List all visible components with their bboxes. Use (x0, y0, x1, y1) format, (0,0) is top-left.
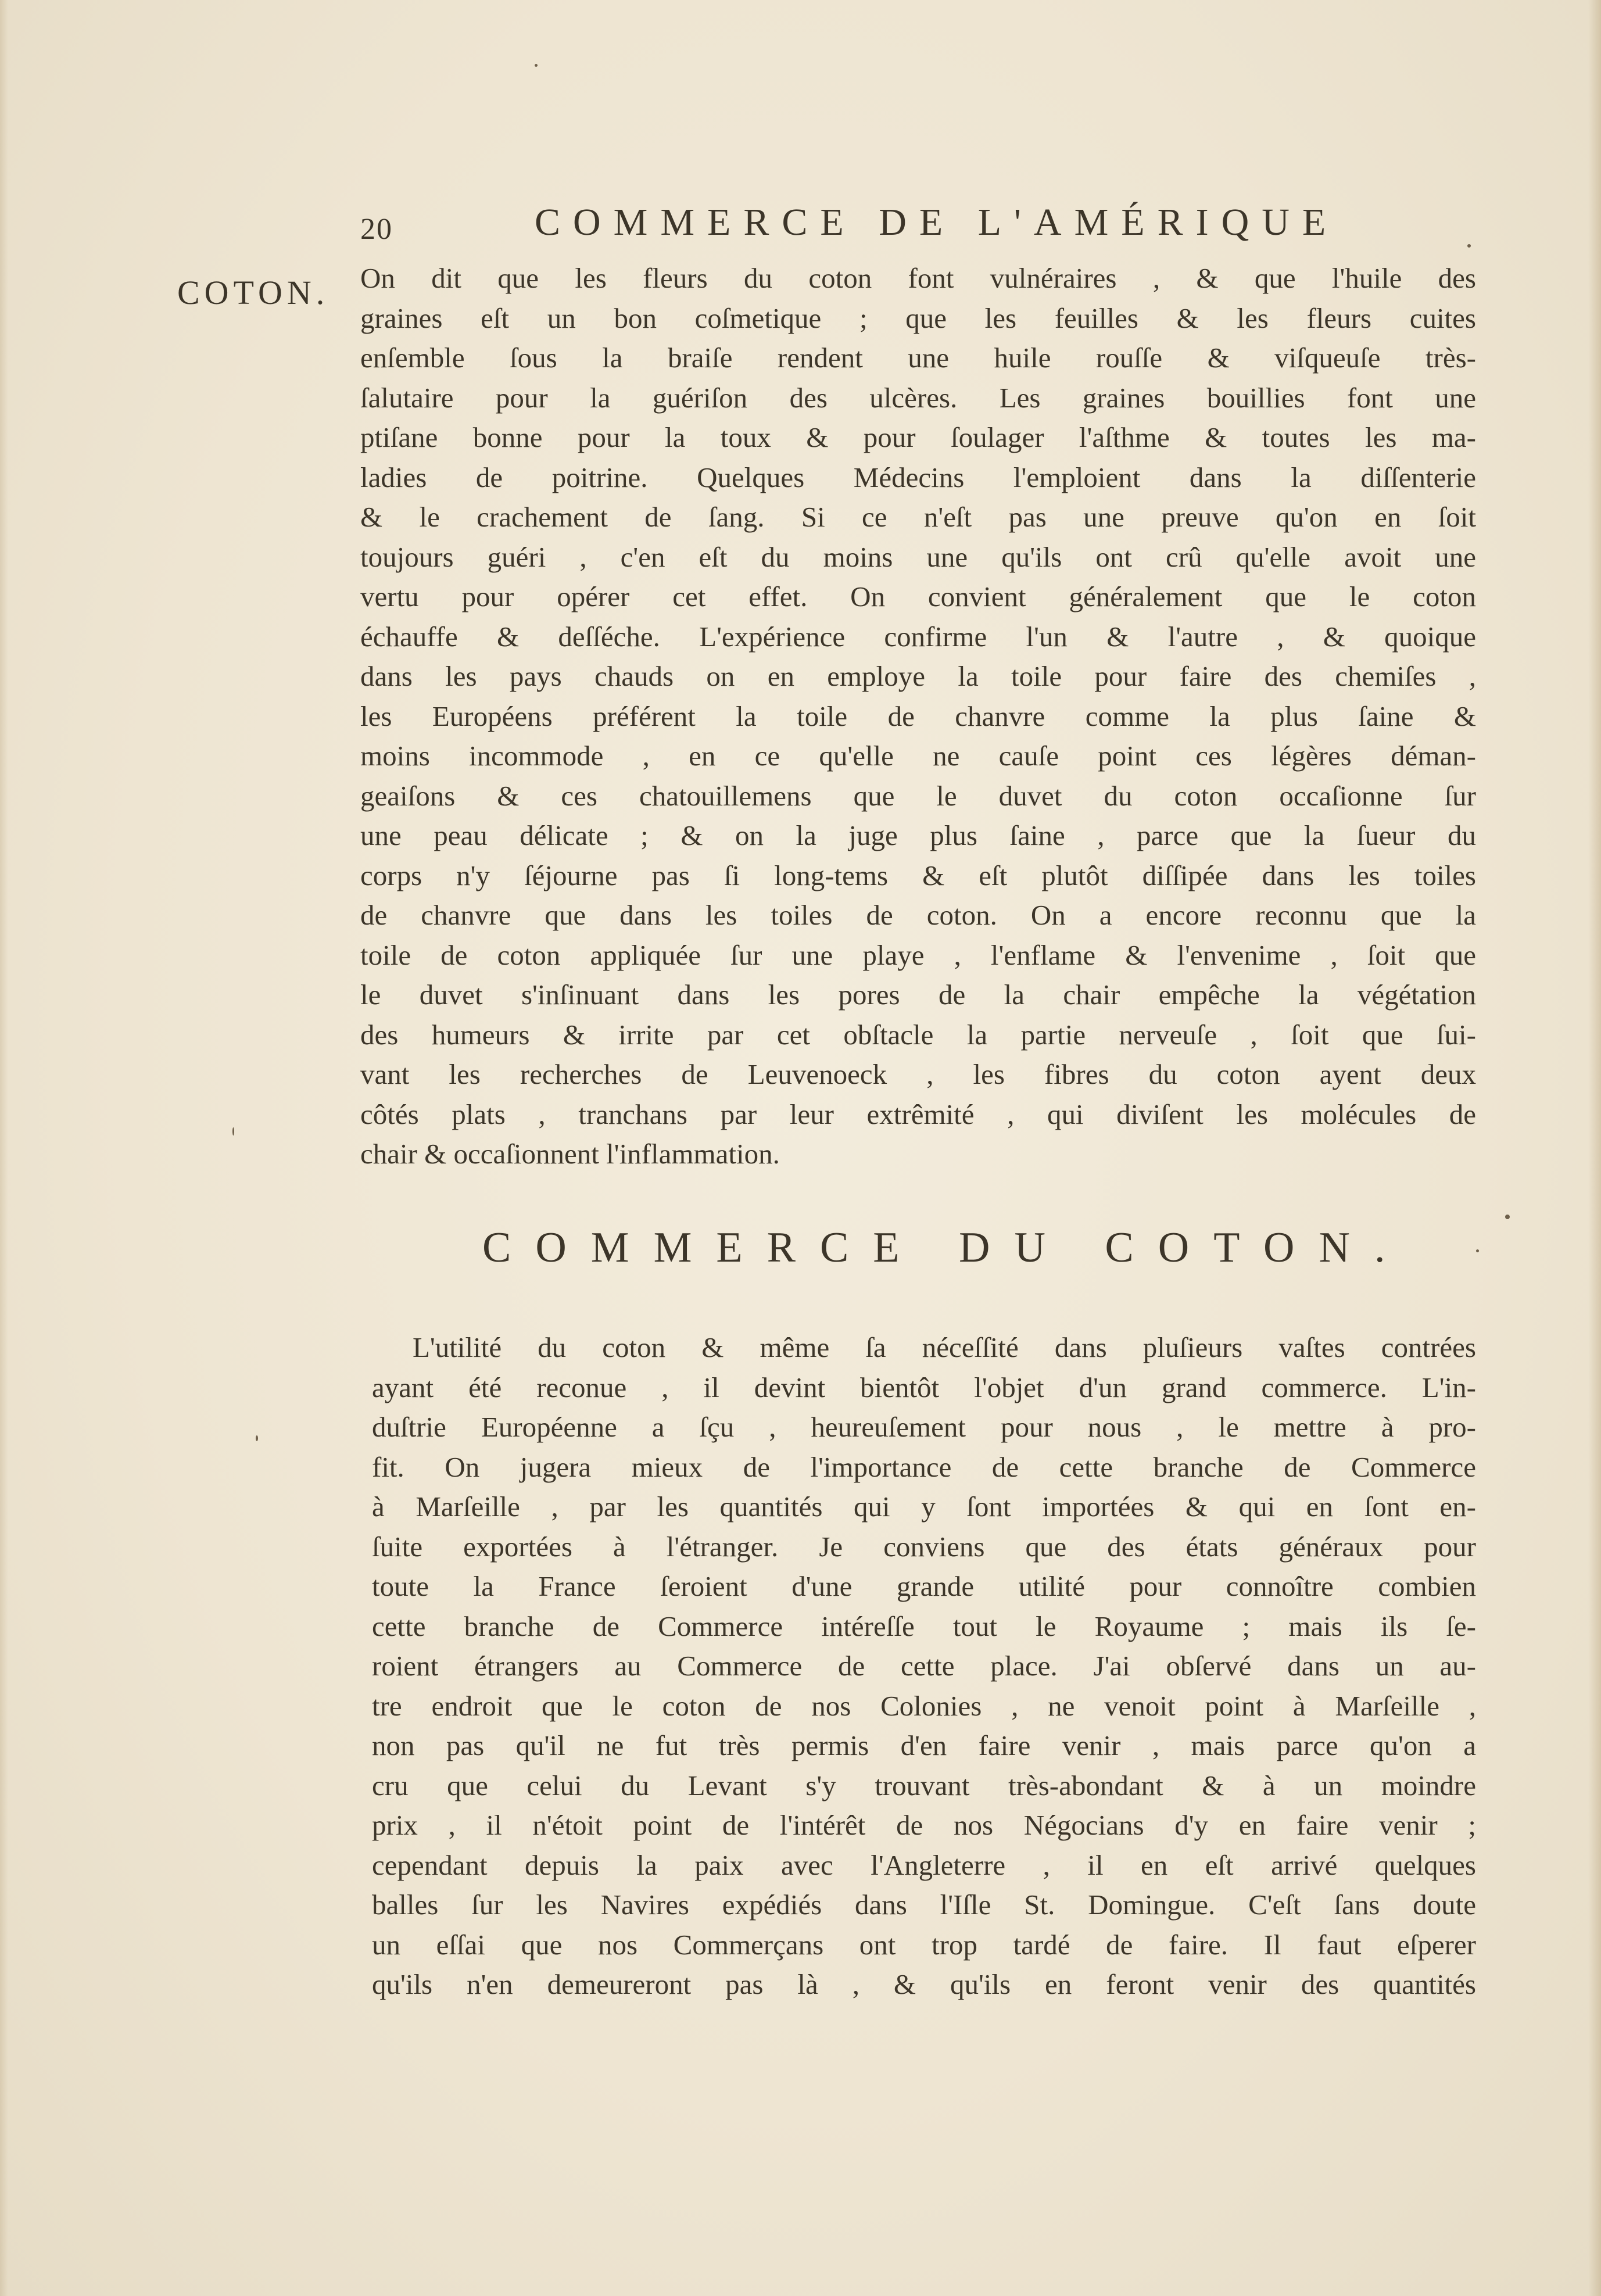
ink-speck (535, 64, 538, 67)
text-line: cette branche de Commerce intéreſſe tout le Royaume ; mais ils ſe- (372, 1610, 1476, 1642)
text-line: une peau délicate ; & on la juge plus ſaine , parce que la ſueur du (360, 819, 1476, 851)
text-line: échauffe & deſſéche. L'expérience confirme l'un & l'autre , & quoique (360, 620, 1476, 653)
text-line: ſalutaire pour la guériſon des ulcères. Les graines bouillies font une (360, 381, 1476, 414)
running-title: COMMERCE DE L'AMÉRIQUE (535, 201, 1339, 243)
ink-speck (232, 1127, 234, 1136)
text-line: les Européens préférent la toile de chanvre comme la plus ſaine & (360, 700, 1476, 732)
text-line: toile de coton appliquée ſur une playe , l'enflame & l'envenime , ſoit que (360, 939, 1476, 971)
text-line: & le crachement de ſang. Si ce n'eſt pas une preuve qu'on en ſoit (360, 501, 1476, 533)
text-line: moins incommode , en ce qu'elle ne cauſe point ces légères déman- (360, 740, 1476, 772)
text-line: L'utilité du coton & même ſa néceſſité dans pluſieurs vaſtes contrées (413, 1331, 1476, 1363)
page-number: 20 (360, 213, 393, 246)
page-right-edge (1588, 0, 1601, 2296)
text-line: à Marſeille , par les quantités qui y ſont importées & qui en ſont en- (372, 1491, 1476, 1523)
text-line: de chanvre que dans les toiles de coton. On a encore reconnu que la (360, 899, 1476, 931)
text-line: vertu pour opérer cet effet. On convient généralement que le coton (360, 581, 1476, 612)
page-left-edge (0, 0, 8, 2296)
text-line: toujours guéri , c'en eſt du moins une qu'ils ont crû qu'elle avoit une (360, 540, 1476, 573)
ink-speck (1505, 1215, 1510, 1219)
text-line: vant les recherches de Leuvenoeck , les fibres du coton ayent deux (360, 1058, 1476, 1090)
ink-speck (1467, 244, 1471, 248)
section-heading: COMMERCE DU COTON. (482, 1224, 1410, 1271)
text-line: duſtrie Européenne a ſçu , heureuſement pour nous , le mettre à pro- (372, 1411, 1476, 1443)
text-line: cru que celui du Levant s'y trouvant très-abondant & à un moindre (372, 1769, 1476, 1801)
text-line: non pas qu'il ne fut très permis d'en faire venir , mais parce qu'on a (372, 1729, 1476, 1761)
text-line: cependant depuis la paix avec l'Angleterre , il en eſt arrivé quelques (372, 1849, 1476, 1881)
ink-speck (1476, 1249, 1479, 1252)
margin-note: COTON. (177, 274, 329, 311)
text-line: On dit que les fleurs du coton font vulnéraires , & que l'huile des (360, 262, 1476, 294)
paragraph-commerce-du-coton (372, 1328, 1476, 2005)
paragraph-coton-properties (360, 259, 1476, 1174)
text-line: un eſſai que nos Commerçans ont trop tardé de faire. Il faut eſperer (372, 1928, 1476, 1961)
text-line: des humeurs & irrite par cet obſtacle la partie nerveuſe , ſoit que ſui- (360, 1018, 1476, 1051)
text-line: geaiſons & ces chatouillemens que le duvet du coton occaſionne ſur (360, 779, 1476, 812)
text-line: ptiſane bonne pour la toux & pour ſoulager l'aſthme & toutes les ma- (360, 421, 1476, 453)
text-line: chair & occaſionnent l'inflammation. (360, 1138, 780, 1170)
text-line: roient étrangers au Commerce de cette place. J'ai obſervé dans un au- (372, 1650, 1476, 1682)
ink-speck (256, 1435, 258, 1441)
text-line: balles ſur les Navires expédiés dans l'Iſle St. Domingue. C'eſt ſans doute (372, 1889, 1476, 1921)
text-line: corps n'y ſéjourne pas ſi long-tems & eſt plutôt diſſipée dans les toiles (360, 859, 1476, 891)
text-line: ayant été reconue , il devint bientôt l'objet d'un grand commerce. L'in- (372, 1371, 1476, 1403)
text-line: graines eſt un bon coſmetique ; que les feuilles & les fleurs cuites (360, 302, 1476, 334)
text-line: le duvet s'inſinuant dans les pores de la chair empêche la végétation (360, 979, 1476, 1011)
text-line: prix , il n'étoit point de l'intérêt de nos Négocians d'y en faire venir ; (372, 1809, 1476, 1841)
text-line: ladies de poitrine. Quelques Médecins l'emploient dans la diſſenterie (360, 461, 1476, 493)
text-line: fit. On jugera mieux de l'importance de cette branche de Commerce (372, 1450, 1476, 1483)
text-line: dans les pays chauds on en employe la toile pour faire des chemiſes , (360, 660, 1476, 692)
text-line: toute la France ſeroient d'une grande utilité pour connoître combien (372, 1570, 1476, 1602)
text-line: qu'ils n'en demeureront pas là , & qu'ils en feront venir des quantités (372, 1968, 1476, 2000)
text-line: côtés plats , tranchans par leur extrêmité , qui diviſent les molécules de (360, 1098, 1476, 1130)
text-line: tre endroit que le coton de nos Colonies , ne venoit point à Marſeille , (372, 1689, 1476, 1722)
text-line: ſuite exportées à l'étranger. Je conviens que des états généraux pour (372, 1530, 1476, 1563)
text-line: enſemble ſous la braiſe rendent une huile rouſſe & viſqueuſe très- (360, 342, 1476, 374)
running-head (360, 200, 1488, 253)
